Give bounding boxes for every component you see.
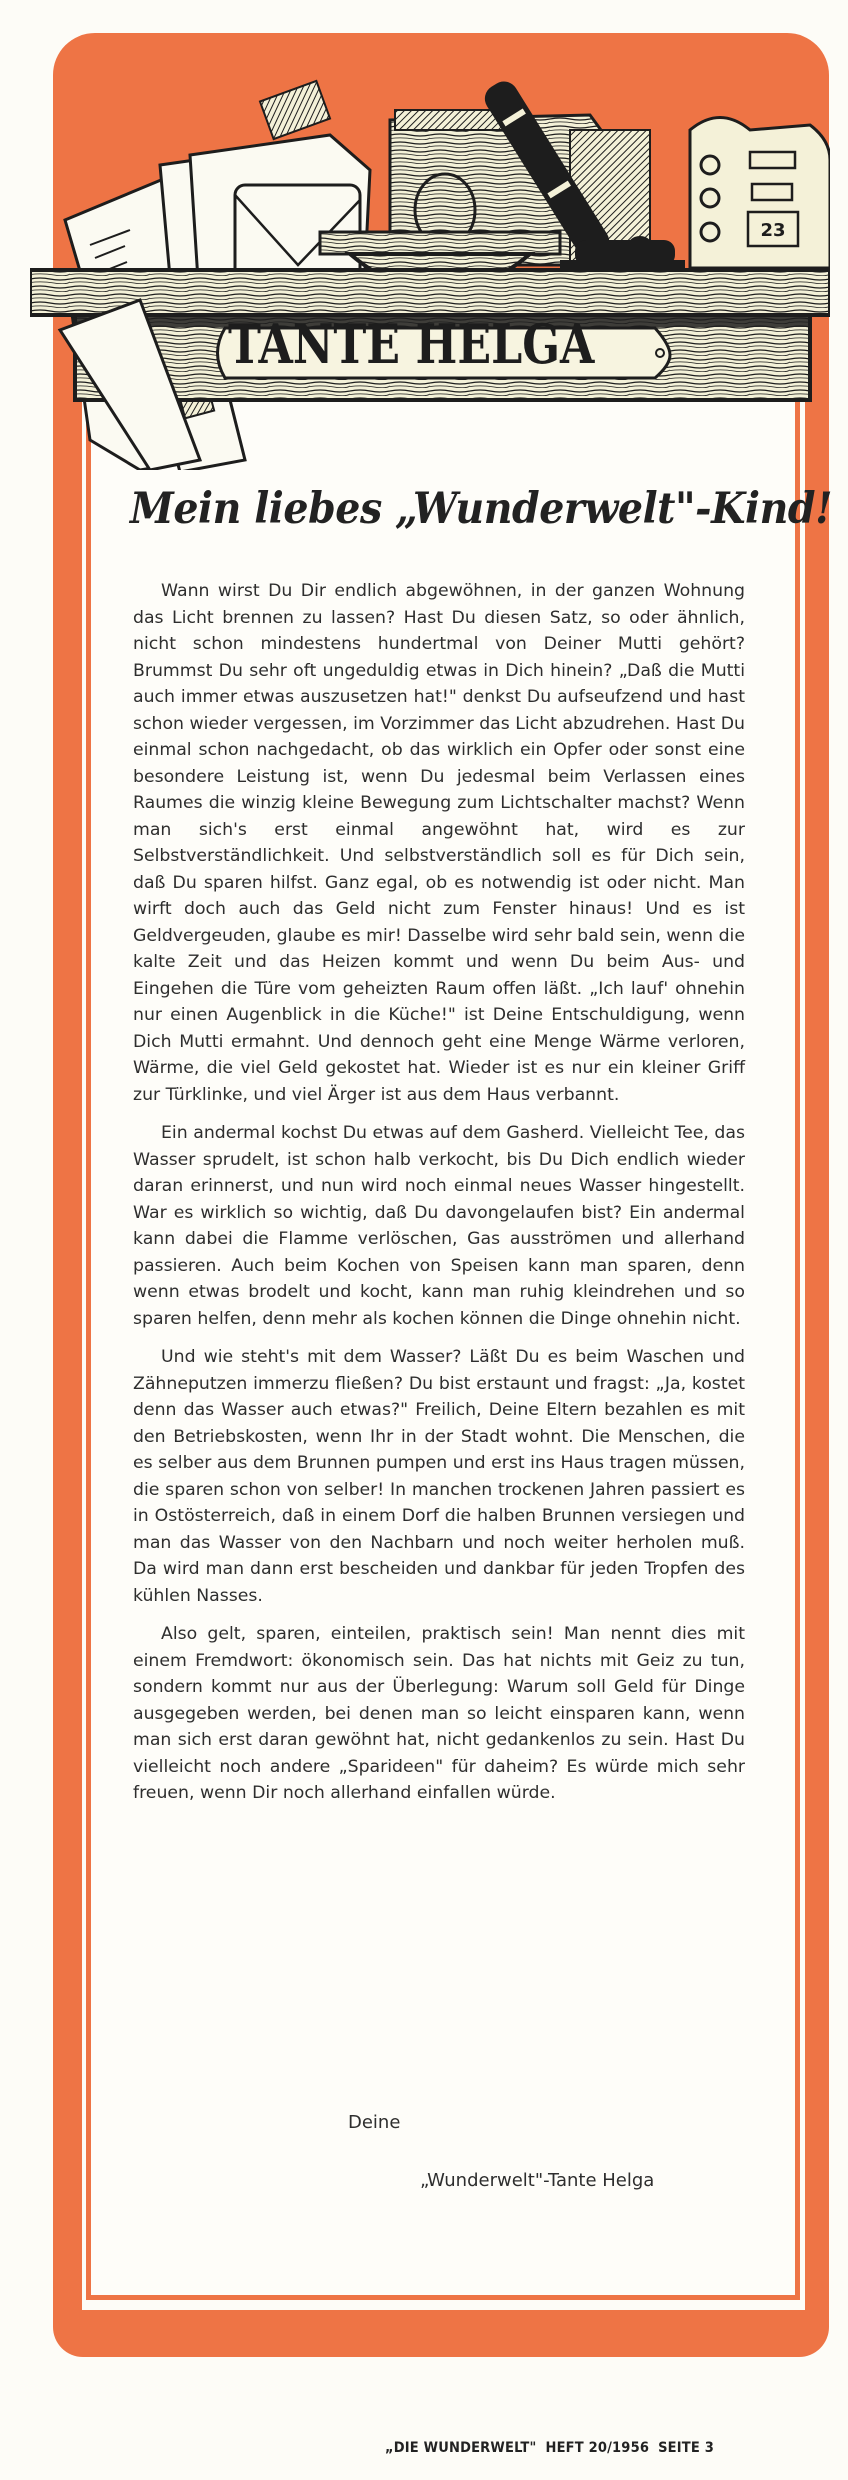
paragraph: Wann wirst Du Dir endlich abgewöhnen, in der ganzen Wohnung das Licht brennen zu lassen? Hast Du diesen Satz, so oder ähnlich, nicht schon mindestens hundertmal von Deiner Mutti gehört? Brummst Du sehr oft ungeduldig etwas in Dich hinein? „Daß die Mutti auch immer etwas auszusetzen hat!" denkst Du aufseufzend und hast schon wieder vergessen, im Vorzimmer das Licht abzudrehen. Hast Du einmal schon nachgedacht, ob das wirklich ein Opfer oder sonst eine besondere Leistung ist, wenn Du jedesmal beim Verlassen eines Raumes die winzig kleine Bewegung zum Lichtschalter machst? Wenn man sich's erst einmal angewöhnt hat, wird es zur Selbstverständlichkeit. Und selbstverständlich soll es für Dich sein, daß Du sparen hilfst. Ganz egal, ob es notwendig ist oder nicht. Man wirft doch auch das Geld nicht zum Fenster hinaus! Und es ist Geldvergeuden, glaube es mir! Dasselbe wird sehr bald sein, wenn die kalte Zeit und das Heizen kommt und wenn Du beim Aus- und Eingehen die Türe vom geheizten Raum offen läßt. „Ich lauf' ohnehin nur einen Augenblick in die Küche!" ist Deine Entschuldigung, wenn Dich Mutti ermahnt. Und dennoch geht eine Menge Wärme verloren, Wärme, die viel Geld gekostet hat. Wieder ist es nur ein kleiner Griff zur Türklinke, und viel Ärger ist aus dem Haus verbannt.	[133, 581, 745, 1105]
shelf-top-board	[30, 270, 830, 315]
paragraph: Ein andermal kochst Du etwas auf dem Gasherd. Vielleicht Tee, das Wasser sprudelt, ist schon halb verkocht, bis Du Dich endlich wieder daran erinnerst, und nun wird noch einmal neues Wasser hingestellt. War es wirklich so wichtig, daß Du davongelaufen bist? Ein andermal kann dabei die Flamme verlöschen, Gas ausströmen und allerhand passieren. Auch beim Kochen von Speisen kann man sparen, denn wenn etwas brodelt und kocht, kann man ruhig kleindrehen und so sparen helfen, denn mehr als kochen können die Dinge ohnehin nicht.	[133, 1123, 745, 1329]
nameplate-text: TANTE HELGA	[228, 312, 595, 376]
paragraph: Und wie steht's mit dem Wasser? Läßt Du es beim Waschen und Zähneputzen immerzu fließen? Du bist erstaunt und fragst: „Ja, kostet denn das Wasser auch etwas?" Freilich, Deine Eltern bezahlen es mit den Betriebskosten, wenn Ihr in der Stadt wohnt. Die Menschen, die es selber aus dem Brunnen pumpen und erst ins Haus tragen müssen, die sparen schon von selber! In manchen trockenen Jahren passiert es in Ostösterreich, daß in einem Dorf die halben Brunnen versiegen und man das Wasser von den Nachbarn und noch weiter herholen muß. Da wird man dann erst bescheiden und dankbar für jeden Tropfen des kühlen Nasses.	[133, 1347, 745, 1606]
publication-name: „DIE WUNDERWELT"	[385, 2440, 537, 2456]
desk-calendar-icon	[690, 118, 830, 269]
page-footer	[385, 2440, 723, 2456]
letter-closing: Deine	[348, 2112, 401, 2133]
desk-shelf-illustration	[30, 60, 830, 470]
paragraph: Also gelt, sparen, einteilen, praktisch sein! Man nennt dies mit einem Fremdwort: ökonomisch sein. Das hat nichts mit Geiz zu tun, sondern kommt nur aus der Überlegung: Warum soll Geld für Dinge ausgegeben werden, bei denen man so leicht einsparen kann, wenn man sich erst daran gewöhnt hat, nicht gedankenlos zu sein. Hast Du vielleicht noch andere „Sparideen" für daheim? Es würde mich sehr freuen, wenn Dir noch allerhand einfallen würde.	[133, 1624, 745, 1803]
letter-salutation: Mein liebes „Wunderwelt"-Kind!	[130, 484, 833, 534]
letter-signature: „Wunderwelt"-Tante Helga	[420, 2170, 655, 2191]
calendar-day-text: 23	[760, 220, 786, 241]
issue-number: HEFT 20/1956	[545, 2440, 650, 2456]
page-number: SEITE 3	[658, 2440, 714, 2456]
letter-body	[133, 578, 745, 1819]
